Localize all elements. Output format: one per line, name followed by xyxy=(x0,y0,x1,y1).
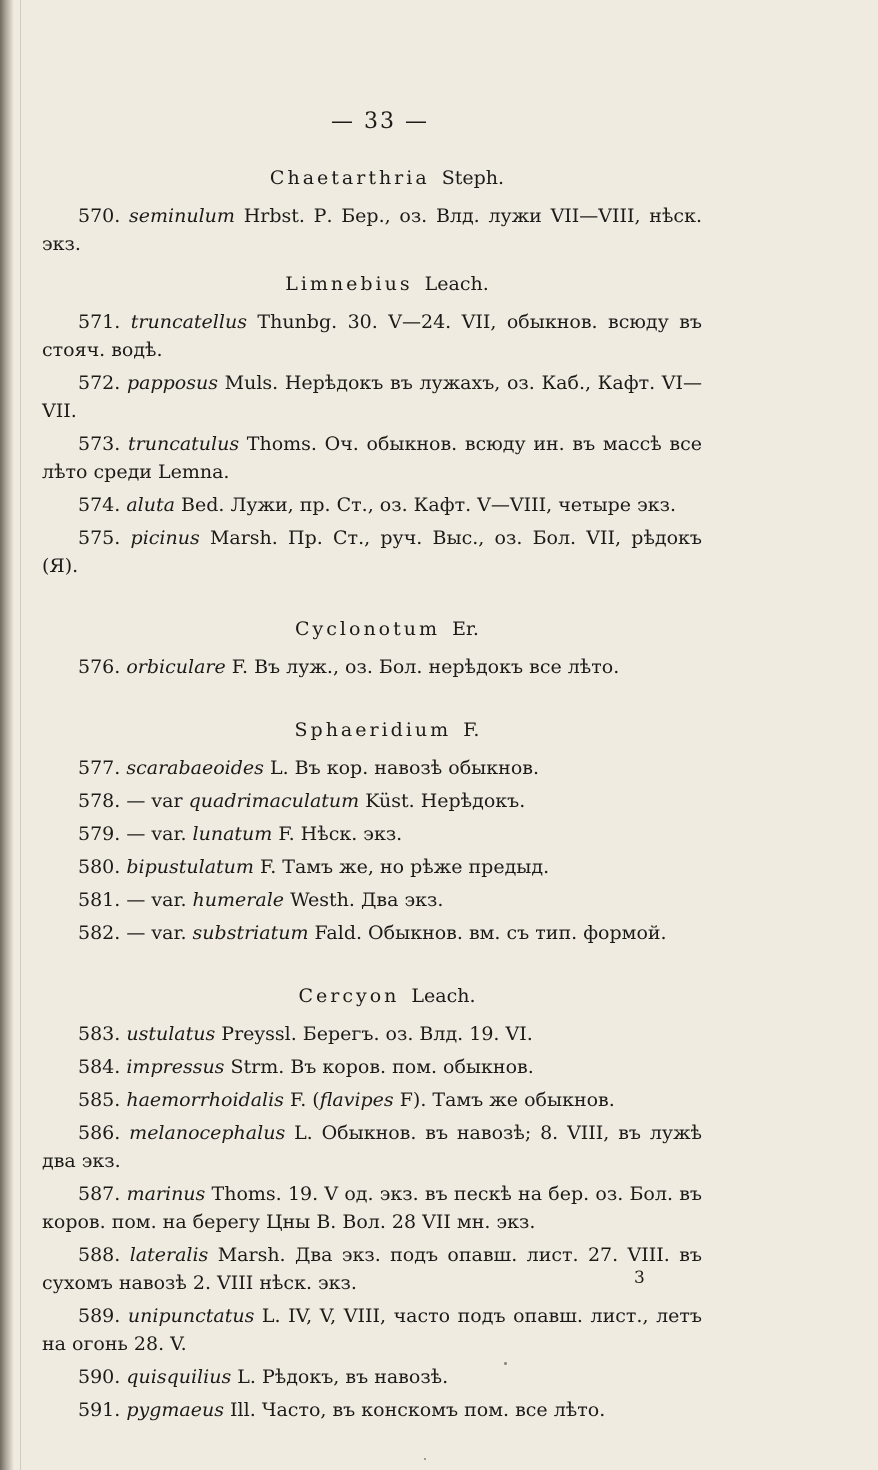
entry-number: 591. xyxy=(78,1399,121,1421)
entry-number: 582. xyxy=(78,922,121,944)
entry-text: L. Въ кор. навозѣ обыкнов. xyxy=(269,757,539,779)
species-name: unipunctatus xyxy=(127,1305,255,1327)
species-entry xyxy=(42,1396,702,1424)
entry-number: 573. xyxy=(78,433,121,455)
species-name: truncatellus xyxy=(130,311,247,333)
signature-mark: 3 xyxy=(634,1268,645,1288)
entry-number: 585. xyxy=(78,1089,121,1111)
species-name: pygmaeus xyxy=(126,1399,224,1421)
species-entry xyxy=(42,369,702,425)
entry-text-continued: F). Тамъ же обыкнов. xyxy=(399,1089,615,1111)
species-name: impressus xyxy=(126,1056,225,1078)
species-entry xyxy=(42,524,702,580)
entry-text: F. Нѣск. экз. xyxy=(278,823,403,845)
entry-text: Thunbg. 30. V—24. VII, обыкнов. всюду въ стояч. водѣ. xyxy=(42,311,702,361)
species-name: scarabaeoides xyxy=(126,757,264,779)
species-entry xyxy=(42,853,702,881)
variety-name: lunatum xyxy=(192,823,273,845)
variety-prefix: — var. xyxy=(126,889,187,911)
entry-text: Küst. Нерѣдокъ. xyxy=(365,790,526,812)
synonym-name: flavipes xyxy=(319,1089,394,1111)
entry-number: 580. xyxy=(78,856,121,878)
genus-name: Cyclonotum xyxy=(295,618,441,640)
species-name: seminulum xyxy=(129,205,235,227)
variety-prefix: — var. xyxy=(126,823,187,845)
variety-prefix: — var xyxy=(126,790,183,812)
entry-number: 583. xyxy=(78,1023,121,1045)
species-name: quisquilius xyxy=(126,1366,232,1388)
entry-text: Strm. Въ коров. пом. обыкнов. xyxy=(230,1056,534,1078)
entry-text: L. Обыкнов. въ навозѣ; 8. VIII, въ лужѣ два экз. xyxy=(42,1122,703,1172)
species-entry xyxy=(42,308,702,364)
species-name: bipustulatum xyxy=(126,856,254,878)
entry-number: 581. xyxy=(78,889,121,911)
species-name: papposus xyxy=(126,372,218,394)
entry-number: 588. xyxy=(78,1244,121,1266)
page-number: — 33 — xyxy=(331,109,429,134)
entry-text: Muls. Нерѣдокъ въ лужахъ, оз. Каб., Кафт. VI—VII. xyxy=(42,372,702,422)
species-entry xyxy=(42,1241,702,1297)
entry-text: F. Тамъ же, но рѣже предыд. xyxy=(259,856,550,878)
entry-number: 571. xyxy=(78,311,121,333)
entry-number: 575. xyxy=(78,527,121,549)
species-name: truncatulus xyxy=(128,433,240,455)
entry-number: 584. xyxy=(78,1056,121,1078)
genus-heading xyxy=(72,982,702,1010)
genus-author: Leach. xyxy=(424,273,489,295)
entry-number: 589. xyxy=(78,1305,121,1327)
entry-text: Ill. Часто, въ конскомъ пом. все лѣто. xyxy=(230,1399,606,1421)
species-name: aluta xyxy=(126,494,175,516)
genus-name: Limnebius xyxy=(285,273,413,295)
species-entry xyxy=(42,1086,702,1114)
entry-number: 572. xyxy=(78,372,121,394)
species-name: haemorrhoidalis xyxy=(126,1089,284,1111)
variety-name: quadrimaculatum xyxy=(188,790,360,812)
paper-speck xyxy=(504,1362,507,1365)
species-name: ustulatus xyxy=(126,1023,216,1045)
entry-text: Preyssl. Берегъ. оз. Влд. 19. VI. xyxy=(221,1023,533,1045)
entry-text: Westh. Два экз. xyxy=(290,889,444,911)
entry-number: 578. xyxy=(78,790,121,812)
species-entry xyxy=(42,1180,702,1236)
genus-heading xyxy=(72,615,702,643)
genus-author: Er. xyxy=(452,618,479,640)
genus-heading xyxy=(72,716,702,744)
entry-text: Marsh. Два экз. подъ опавш. лист. 27. VIII. въ сухомъ навозѣ 2. VIII нѣск. экз. xyxy=(42,1244,702,1294)
entry-number: 587. xyxy=(78,1183,121,1205)
entry-text: Hrbst. Р. Бер., оз. Влд. лужи VII—VIII, нѣск. экз. xyxy=(42,205,702,255)
species-entry xyxy=(42,919,702,947)
paper-speck xyxy=(424,1458,426,1460)
species-entry xyxy=(42,1302,702,1358)
entry-number: 570. xyxy=(78,205,121,227)
entry-text: Marsh. Пр. Ст., руч. Выс., оз. Бол. VII, рѣдокъ (Я). xyxy=(42,527,702,577)
genus-author: F. xyxy=(463,719,480,741)
genus-author: Steph. xyxy=(441,167,505,189)
entry-number: 579. xyxy=(78,823,121,845)
entry-text: F. Въ луж., оз. Бол. нерѣдокъ все лѣто. xyxy=(231,656,620,678)
species-name: melanocephalus xyxy=(129,1122,286,1144)
entry-number: 590. xyxy=(78,1366,121,1388)
species-name: marinus xyxy=(126,1183,206,1205)
entry-text: Thoms. 19. V од. экз. въ пескѣ на бер. оз. Бол. въ коров. пом. на берегу Цны В. Вол. 28 VII мн. экз. xyxy=(42,1183,703,1233)
entry-number: 576. xyxy=(78,656,121,678)
genus-heading xyxy=(72,164,702,192)
genus-name: Cercyon xyxy=(298,985,400,1007)
entry-text: Bed. Лужи, пр. Ст., оз. Кафт. V—VIII, четыре экз. xyxy=(181,494,677,516)
page-edge-line xyxy=(20,0,21,1470)
entry-number: 574. xyxy=(78,494,121,516)
entry-text: Thoms. Оч. обыкнов. всюду ин. въ массѣ все лѣто среди Lemna. xyxy=(42,433,702,483)
genus-name: Chaetarthria xyxy=(269,167,430,189)
species-entry xyxy=(42,787,702,815)
genus-name: Sphaeridium xyxy=(294,719,452,741)
variety-name: substriatum xyxy=(192,922,309,944)
species-name: picinus xyxy=(130,527,200,549)
entry-number: 586. xyxy=(78,1122,121,1144)
species-entry xyxy=(42,430,702,486)
species-entry xyxy=(42,1363,702,1391)
entry-number: 577. xyxy=(78,757,121,779)
entry-text: F. ( xyxy=(289,1089,320,1111)
species-entry xyxy=(42,1119,702,1175)
species-entry xyxy=(42,1020,702,1048)
species-name: orbiculare xyxy=(126,656,226,678)
page-binding-edge xyxy=(0,0,14,1470)
page-content xyxy=(42,108,702,1429)
species-name: lateralis xyxy=(129,1244,209,1266)
species-entry xyxy=(42,820,702,848)
species-entry xyxy=(42,491,702,519)
variety-name: humerale xyxy=(192,889,285,911)
species-entry xyxy=(42,1053,702,1081)
genus-author: Leach. xyxy=(411,985,476,1007)
entry-text: L. Рѣдокъ, въ навозѣ. xyxy=(237,1366,449,1388)
genus-heading xyxy=(72,270,702,298)
entry-text: L. IV, V, VIII, часто подъ опавш. лист., летъ на огонь 28. V. xyxy=(42,1305,702,1355)
entry-text: Fald. Обыкнов. вм. съ тип. формой. xyxy=(314,922,667,944)
species-entry xyxy=(42,754,702,782)
species-entry xyxy=(42,653,702,681)
species-entry xyxy=(42,886,702,914)
variety-prefix: — var. xyxy=(126,922,187,944)
species-entry xyxy=(42,202,702,258)
